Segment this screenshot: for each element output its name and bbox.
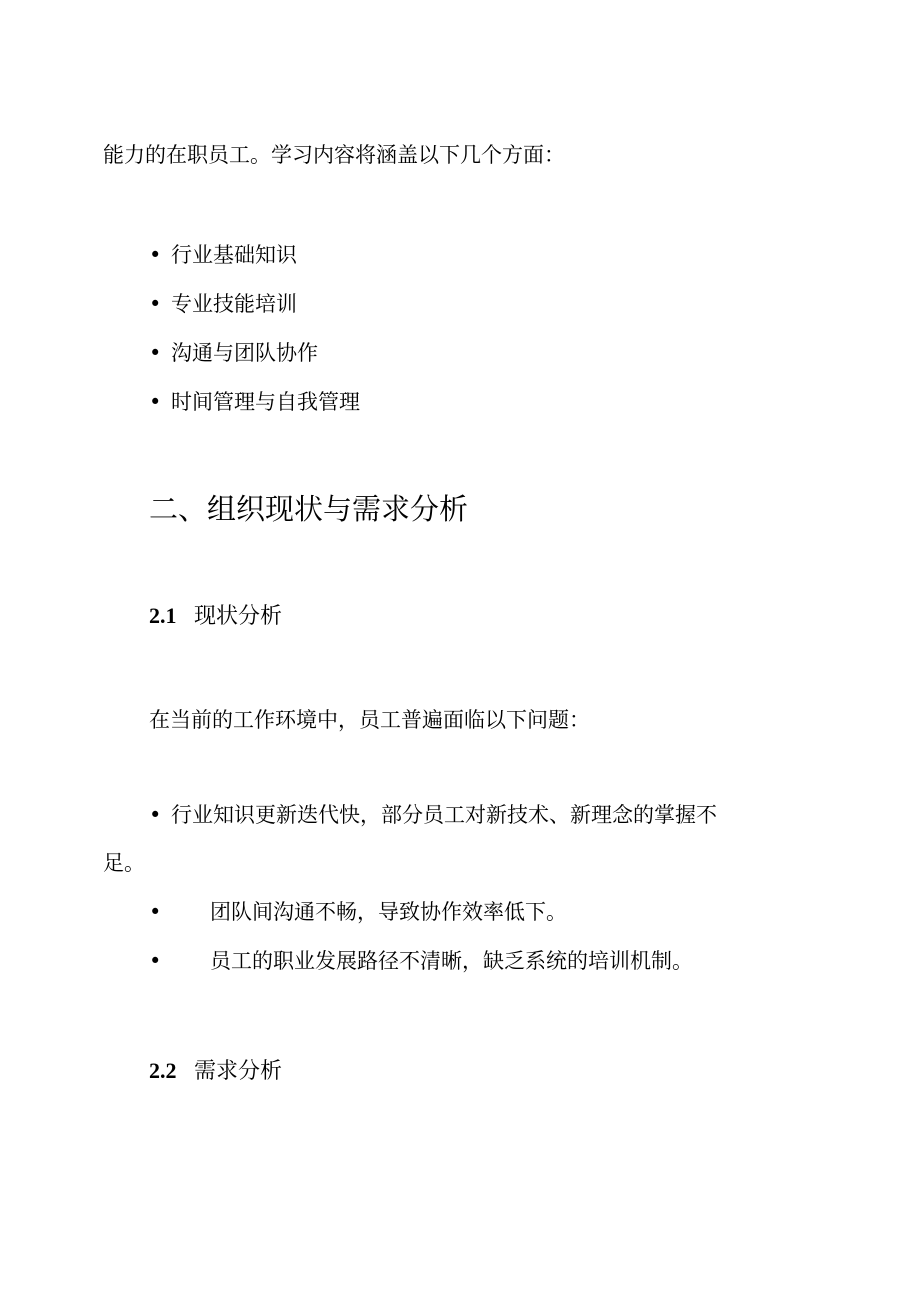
- bullet-icon: •: [149, 243, 162, 267]
- subsection-heading-status: [149, 603, 282, 630]
- subsection-title: 现状分析: [194, 604, 283, 629]
- subsection-title: 需求分析: [194, 1059, 283, 1084]
- status-intro-paragraph: 在当前的工作环境中，员工普遍面临以下问题：: [149, 708, 590, 732]
- list-item: [149, 292, 297, 317]
- list-item: [149, 949, 693, 974]
- bullet-icon: •: [149, 390, 162, 414]
- subsection-number: 2.2: [149, 1058, 177, 1083]
- list-item-text: 沟通与团队协作: [171, 341, 318, 365]
- list-item: [149, 243, 297, 268]
- list-item-text: 专业技能培训: [171, 292, 297, 316]
- list-item: [149, 803, 717, 828]
- list-item-continuation: 足。: [103, 851, 145, 875]
- list-item-text: 行业基础知识: [171, 243, 297, 267]
- list-item: [149, 341, 318, 366]
- intro-paragraph: 能力的在职员工。学习内容将涵盖以下几个方面：: [103, 143, 565, 167]
- list-item-text: 员工的职业发展路径不清晰，缺乏系统的培训机制。: [210, 949, 693, 973]
- section-heading: 二、组织现状与需求分析: [149, 492, 469, 526]
- bullet-icon: •: [149, 900, 162, 924]
- subsection-number: 2.1: [149, 603, 177, 628]
- list-item: [149, 900, 567, 925]
- list-item: [149, 390, 360, 415]
- subsection-heading-needs: [149, 1058, 282, 1085]
- list-item-text: 时间管理与自我管理: [171, 390, 360, 414]
- bullet-icon: •: [149, 803, 162, 827]
- list-item-text: 团队间沟通不畅，导致协作效率低下。: [210, 900, 567, 924]
- bullet-icon: •: [149, 341, 162, 365]
- list-item-text: 行业知识更新迭代快，部分员工对新技术、新理念的掌握不: [171, 803, 717, 827]
- bullet-icon: •: [149, 949, 162, 973]
- bullet-icon: •: [149, 292, 162, 316]
